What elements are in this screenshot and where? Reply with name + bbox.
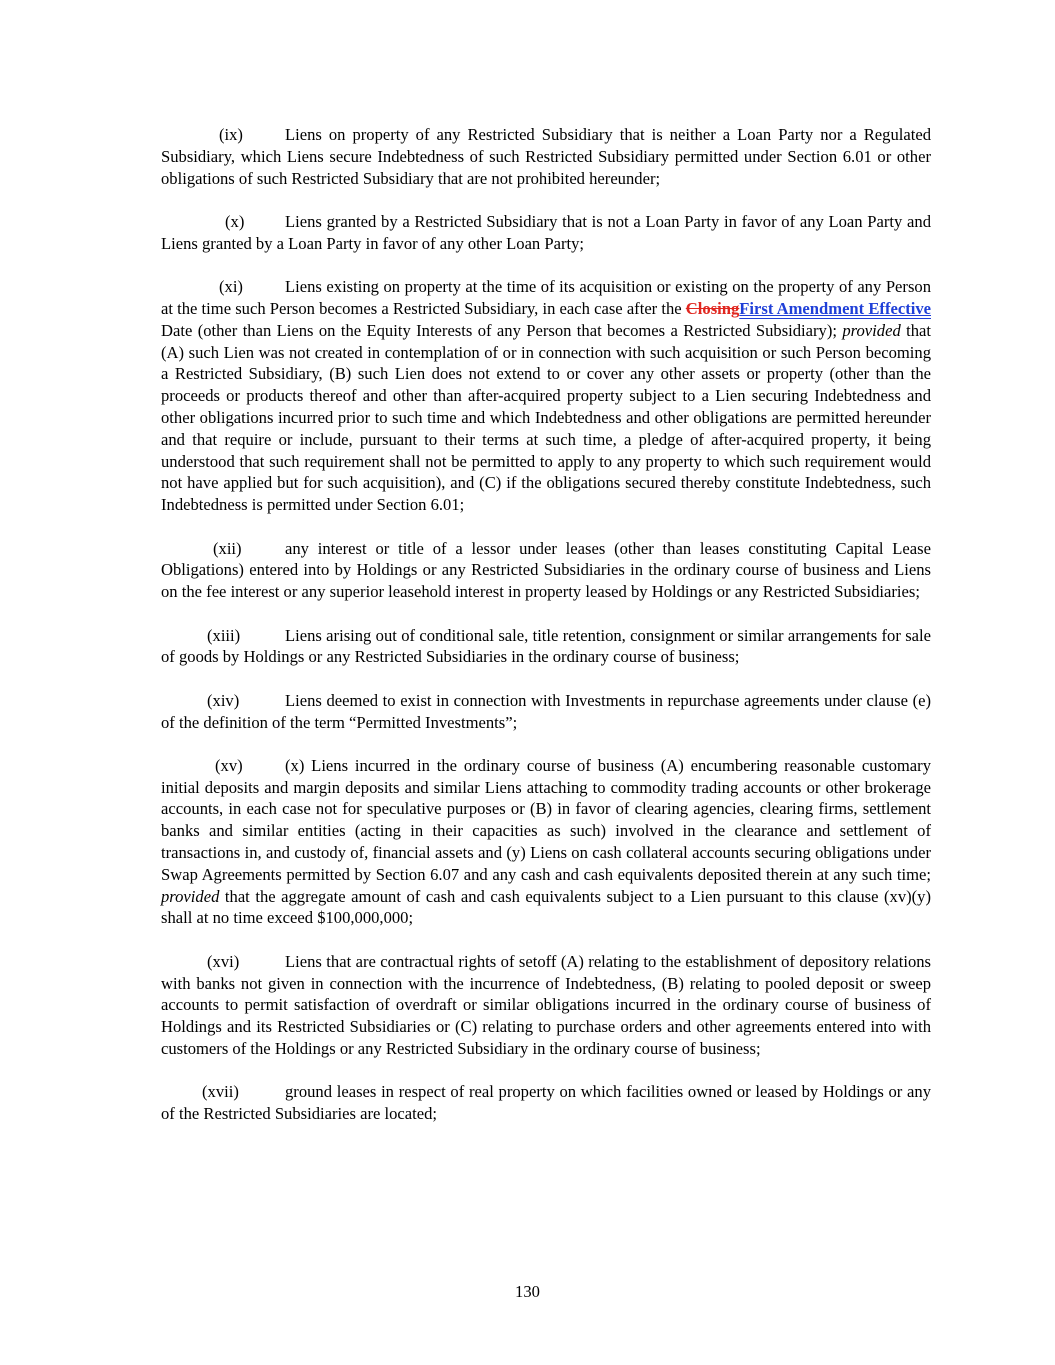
clause-xi <box>161 276 931 516</box>
clause-xvi <box>161 951 931 1060</box>
page-number: 130 <box>515 1282 540 1301</box>
clause-number: (xiii) <box>207 625 241 645</box>
clause-xv <box>161 755 931 929</box>
clause-ix <box>161 124 931 189</box>
clause-text: Liens granted by a Restricted Subsidiary that is not a Loan Party in favor of any Loan Party and Liens granted by a Loan Party in favor of any other Loan Party; <box>161 211 931 253</box>
clause-text: ground leases in respect of real property on which facilities owned or leased by Holdings or any of the Restricted Subsidiaries are located; <box>161 1082 931 1124</box>
clause-number: (xii) <box>213 538 242 558</box>
clause-text: any interest or title of a lessor under leases (other than leases constituting Capital Lease Obligations) entered into by Holdings or any Restricted Subsidiaries in the ordinary course of business and Liens on the fee interest or any superior leasehold interest in property leased by Holdings or any Restricted Subsidiaries; <box>161 538 931 602</box>
clause-xiii <box>161 625 931 669</box>
clause-text: Liens that are contractual rights of setoff (A) relating to the establishment of depository relations with banks not given in connection with the incurrence of Indebtedness, (B) relating to pooled deposit or sweep accounts to permit satisfaction of overdraft or similar obligations incurred in the ordinary course of business of Holdings and its Restricted Subsidiaries or (C) relating to purchase orders and other agreements entered into with customers of the Holdings or any Restricted Subsidiary in the ordinary course of business; <box>161 951 931 1059</box>
clause-text-part: that the aggregate amount of cash and cash equivalents subject to a Lien pursuant to this clause (xv)(y) shall at no time exceed $100,000,000; <box>161 886 931 928</box>
clause-number: (xvii) <box>202 1082 239 1102</box>
clause-number: (xiv) <box>207 690 240 710</box>
deleted-text: Closing <box>685 298 740 318</box>
clause-text: Liens deemed to exist in connection with Investments in repurchase agreements under clause (e) of the definition of the term “Permitted Investments”; <box>161 690 931 732</box>
clause-text-part: Liens existing on property at the time of its acquisition or existing on the property of any Person at the time such Person becomes a Restricted Subsidiary, in each case after the <box>161 277 931 318</box>
document-body <box>161 124 931 1147</box>
clause-text-part: (x) Liens incurred in the ordinary course of business (A) encumbering reasonable customary initial deposits and margin deposits and similar Liens attaching to commodity trading accounts or other brokerage accounts, in each case not for speculative purposes or (B) in favor of clearing agencies, clearing firms, settlement banks and similar entities (acting in their capacities as such) involved in the clearance and settlement of transactions in, and custody of, financial assets and (y) Liens on cash collateral accounts securing obligations under Swap Agreements permitted by Section 6.07 and any cash and cash equivalents deposited therein at any such time; <box>161 755 931 884</box>
clause-xii <box>161 538 931 603</box>
clause-number: (ix) <box>219 125 243 144</box>
clause-xiv <box>161 690 931 734</box>
clause-text: Liens arising out of conditional sale, title retention, consignment or similar arrangements for sale of goods by Holdings or any Restricted Subsidiaries in the ordinary course of business; <box>161 625 931 667</box>
clause-number: (xvi) <box>207 951 240 971</box>
italic-term: provided <box>161 886 220 906</box>
clause-text-part: Date (other than Liens on the Equity Interests of any Person that becomes a Restricted Subsidiary); <box>161 320 843 340</box>
clause-number: (xi) <box>219 277 243 297</box>
clause-number: (xv) <box>215 755 243 775</box>
clause-x <box>161 211 931 255</box>
clause-text: Liens on property of any Restricted Subsidiary that is neither a Loan Party nor a Regulated Subsidiary, which Liens secure Indebtedness of such Restricted Subsidiary permitted under Section 6.01 or other obligations of such Restricted Subsidiary that are not prohibited hereunder; <box>161 125 931 188</box>
clause-xvii <box>161 1081 931 1125</box>
inserted-text: First Amendment Effective <box>739 298 931 318</box>
clause-number: (x) <box>225 211 245 231</box>
clause-text-part: that (A) such Lien was not created in contemplation of or in connection with such acquisition or such Person becoming a Restricted Subsidiary, (B) such Lien does not extend to or cover any other assets or property (other than the proceeds or products thereof and other than after-acquired property subject to a Lien securing Indebtedness and other obligations incurred prior to such time and which Indebtedness and other obligations are permitted hereunder and that require or include, pursuant to their terms at such time, a pledge of after-acquired property, it being understood that such requirement shall not be permitted to apply to any property to which such requirement would not have applied but for such acquisition), and (C) if the obligations secured thereby constitute Indebtedness, such Indebtedness is permitted under Section 6.01; <box>161 320 932 515</box>
italic-term: provided <box>842 320 901 340</box>
